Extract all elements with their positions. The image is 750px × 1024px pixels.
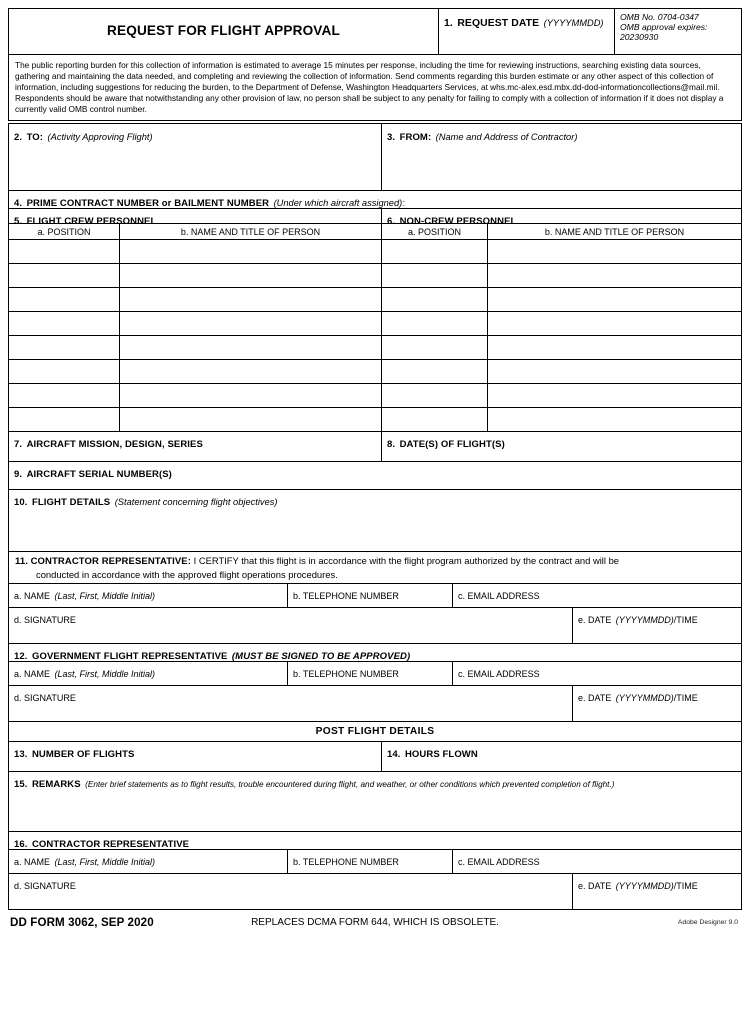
section-16-email-field[interactable] bbox=[452, 850, 741, 873]
section-11-email-field[interactable] bbox=[452, 584, 741, 607]
crew-position-cell[interactable] bbox=[9, 384, 119, 407]
noncrew-position-cell[interactable] bbox=[381, 360, 487, 383]
section-16-name-label: a. NAME bbox=[14, 856, 51, 867]
noncrew-position-cell[interactable] bbox=[381, 408, 487, 431]
table-row[interactable] bbox=[9, 383, 741, 407]
section-11-tel-label: b. TELEPHONE NUMBER bbox=[293, 590, 399, 601]
section-16-date-label: e. DATE bbox=[578, 880, 612, 891]
section-16-header-row bbox=[9, 831, 741, 849]
section-8-number: 8. bbox=[387, 439, 396, 451]
section-16-number: 16. bbox=[14, 838, 28, 849]
section-16-tel-label: b. TELEPHONE NUMBER bbox=[293, 856, 399, 867]
noncrew-name-cell[interactable] bbox=[487, 288, 741, 311]
section-6-header bbox=[381, 209, 741, 223]
section-15-label: REMARKS bbox=[31, 778, 81, 790]
section-5-number: 5. bbox=[14, 216, 23, 224]
noncrew-name-cell[interactable] bbox=[487, 264, 741, 287]
omb-expiry-date: 20230930 bbox=[620, 32, 659, 43]
section-10-flight-details-field[interactable] bbox=[9, 490, 741, 551]
section-9-aircraft-serial-field[interactable] bbox=[9, 462, 741, 489]
replaces-note: REPLACES DCMA FORM 644, WHICH IS OBSOLETE. bbox=[251, 917, 499, 929]
crew-position-cell[interactable] bbox=[9, 240, 119, 263]
table-row[interactable] bbox=[9, 407, 741, 431]
noncrew-position-cell[interactable] bbox=[381, 264, 487, 287]
section-11-name-field[interactable] bbox=[9, 584, 287, 607]
burden-statement: The public reporting burden for this collection of information is estimated to average 15 minutes per response, including the time for reviewing instructions, searching existing data sources, gathering and maintaining the data needed, and completing and reviewing the collection of information. Send comments regarding this burden estimate or any other aspect of this collection of information, including suggestions for reducing the burden, to the Department of Defense, Washington Headquarters Services, at whs.mc-alex.esd.mbx.dd-dod-informationcollections@mail.mil. Respondents should be aware that notwithstanding any other provision of law, no person shall be subject to any penalty for failing to comply with a collection of information if it does not display a currently valid OMB control number. bbox=[9, 54, 741, 120]
section-12-email-field[interactable] bbox=[452, 662, 741, 685]
section-12-date-label: e. DATE bbox=[578, 692, 612, 703]
section-11-label: CONTRACTOR REPRESENTATIVE: bbox=[30, 556, 192, 568]
form-body-block bbox=[8, 123, 742, 910]
section-11-date-label: e. DATE bbox=[578, 614, 612, 625]
section-10-label: FLIGHT DETAILS bbox=[31, 497, 111, 509]
section-12-contact-row bbox=[9, 661, 741, 685]
omb-number: OMB No. 0704-0347 bbox=[620, 12, 699, 22]
table-row[interactable] bbox=[9, 335, 741, 359]
section-11-name-hint: (Last, First, Middle Initial) bbox=[54, 590, 155, 601]
section-11-date-field[interactable] bbox=[572, 608, 741, 643]
omb-expiry-label: OMB approval expires: bbox=[620, 22, 708, 33]
section-10-row bbox=[9, 489, 741, 551]
section-12-label: GOVERNMENT FLIGHT REPRESENTATIVE bbox=[31, 650, 228, 661]
section-15-remarks-field[interactable] bbox=[9, 772, 741, 831]
section-11-certification-block bbox=[9, 551, 741, 583]
section-14-label: HOURS FLOWN bbox=[404, 748, 478, 760]
section-11-date-suffix: /TIME bbox=[673, 614, 698, 625]
section-11-signature-label: d. SIGNATURE bbox=[14, 614, 76, 625]
noncrew-name-cell[interactable] bbox=[487, 240, 741, 263]
section-9-number: 9. bbox=[14, 469, 23, 481]
section-12-header-row bbox=[9, 643, 741, 661]
section-16-label: CONTRACTOR REPRESENTATIVE bbox=[31, 838, 190, 849]
section-12-name-hint: (Last, First, Middle Initial) bbox=[54, 668, 155, 679]
noncrew-position-cell[interactable] bbox=[381, 384, 487, 407]
personnel-column-header-row bbox=[9, 223, 741, 239]
section-12-signature-label: d. SIGNATURE bbox=[14, 692, 76, 703]
section-2-hint: (Activity Approving Flight) bbox=[47, 132, 153, 143]
section-13-label: NUMBER OF FLIGHTS bbox=[31, 748, 135, 760]
section-12-telephone-field[interactable] bbox=[287, 662, 452, 685]
table-row[interactable] bbox=[9, 239, 741, 263]
section-13-number-of-flights-field[interactable] bbox=[9, 742, 381, 771]
section-16-signature-label: d. SIGNATURE bbox=[14, 880, 76, 891]
crew-name-cell[interactable] bbox=[119, 360, 381, 383]
crew-position-cell[interactable] bbox=[9, 312, 119, 335]
section-12-name-label: a. NAME bbox=[14, 668, 51, 679]
section-5-col-name-header: b. NAME AND TITLE OF PERSON bbox=[119, 224, 381, 239]
section-12-tel-label: b. TELEPHONE NUMBER bbox=[293, 668, 399, 679]
crew-name-cell[interactable] bbox=[119, 264, 381, 287]
section-4-hint: (Under which aircraft assigned): bbox=[273, 198, 405, 209]
section-16-telephone-field[interactable] bbox=[287, 850, 452, 873]
noncrew-position-cell[interactable] bbox=[381, 336, 487, 359]
section-11-certify-line1: I CERTIFY that this flight is in accordance with the flight program authorized by the contract and will be bbox=[193, 555, 620, 567]
section-11-certify-line2: conducted in accordance with the approved flight operations procedures. bbox=[36, 568, 338, 580]
section-3-label: FROM: bbox=[399, 132, 432, 144]
section-5-header bbox=[9, 209, 381, 223]
table-row[interactable] bbox=[9, 311, 741, 335]
section-3-hint: (Name and Address of Contractor) bbox=[435, 132, 578, 143]
section-12-signature-field[interactable] bbox=[9, 686, 572, 721]
section-12-number: 12. bbox=[14, 650, 28, 661]
section-12-signature-row bbox=[9, 685, 741, 721]
crew-name-cell[interactable] bbox=[119, 288, 381, 311]
crew-position-cell[interactable] bbox=[9, 408, 119, 431]
form-id-label: DD FORM 3062, SEP 2020 bbox=[10, 916, 154, 930]
section-15-row bbox=[9, 771, 741, 831]
section-4-row bbox=[9, 190, 741, 208]
section-9-label: AIRCRAFT SERIAL NUMBER(S) bbox=[26, 469, 172, 481]
section-13-14-row bbox=[9, 741, 741, 771]
section-14-number: 14. bbox=[387, 748, 401, 760]
section-7-label: AIRCRAFT MISSION, DESIGN, SERIES bbox=[26, 439, 203, 451]
title-bar-row bbox=[9, 9, 741, 54]
section-16-header bbox=[9, 832, 741, 849]
section-5-col-position-header: a. POSITION bbox=[37, 226, 91, 237]
section-11-signature-field[interactable] bbox=[9, 608, 572, 643]
noncrew-position-cell[interactable] bbox=[381, 312, 487, 335]
crew-position-cell[interactable] bbox=[9, 360, 119, 383]
section-16-signature-row bbox=[9, 873, 741, 909]
noncrew-position-cell[interactable] bbox=[381, 288, 487, 311]
noncrew-name-cell[interactable] bbox=[487, 336, 741, 359]
table-row[interactable] bbox=[9, 263, 741, 287]
section-7-8-row bbox=[9, 431, 741, 461]
page-title: REQUEST FOR FLIGHT APPROVAL bbox=[107, 23, 340, 38]
section-11-signature-row bbox=[9, 607, 741, 643]
crew-name-cell[interactable] bbox=[119, 312, 381, 335]
section-16-contact-row bbox=[9, 849, 741, 873]
section-16-date-field[interactable] bbox=[572, 874, 741, 909]
crew-name-cell[interactable] bbox=[119, 336, 381, 359]
section-2-number: 2. bbox=[14, 132, 23, 144]
section-16-date-suffix: /TIME bbox=[673, 880, 698, 891]
section-5-label: FLIGHT CREW PERSONNEL bbox=[26, 216, 157, 224]
noncrew-name-cell[interactable] bbox=[487, 360, 741, 383]
section-12-header bbox=[9, 644, 741, 661]
section-2-to-field[interactable] bbox=[9, 124, 381, 190]
section-13-number: 13. bbox=[14, 748, 28, 760]
section-10-hint: (Statement concerning flight objectives) bbox=[114, 497, 278, 508]
section-15-number: 15. bbox=[14, 778, 28, 790]
section-4-label: PRIME CONTRACT NUMBER or BAILMENT NUMBER bbox=[26, 198, 270, 209]
section-11-date-hint: (YYYYMMDD) bbox=[615, 614, 674, 625]
section-6-label: NON-CREW PERSONNEL bbox=[399, 216, 517, 224]
section-11-contact-row bbox=[9, 583, 741, 607]
section-6-number: 6. bbox=[387, 216, 396, 224]
section-11-number: 11. bbox=[15, 556, 28, 568]
section-16-email-label: c. EMAIL ADDRESS bbox=[458, 856, 540, 867]
request-date-number: 1. bbox=[444, 18, 453, 29]
section-11-email-label: c. EMAIL ADDRESS bbox=[458, 590, 540, 601]
to-from-row bbox=[9, 124, 741, 190]
section-8-dates-of-flight-field[interactable] bbox=[381, 432, 741, 461]
crew-name-cell[interactable] bbox=[119, 240, 381, 263]
section-11-name-label: a. NAME bbox=[14, 590, 51, 601]
section-12-date-hint: (YYYYMMDD) bbox=[615, 692, 674, 703]
section-12-name-field[interactable] bbox=[9, 662, 287, 685]
section-16-name-field[interactable] bbox=[9, 850, 287, 873]
section-15-hint: (Enter brief statements as to flight results, trouble encountered during flight, and weather, or other conditions which prevented completion of flight.) bbox=[85, 779, 615, 789]
crew-position-cell[interactable] bbox=[9, 264, 119, 287]
crew-name-cell[interactable] bbox=[119, 408, 381, 431]
crew-position-cell[interactable] bbox=[9, 336, 119, 359]
section-10-number: 10. bbox=[14, 497, 28, 509]
form-header-block bbox=[8, 8, 742, 121]
designer-credit: Adobe Designer 9.0 bbox=[677, 919, 738, 927]
crew-name-cell[interactable] bbox=[119, 384, 381, 407]
section-7-number: 7. bbox=[14, 439, 23, 451]
form-footer bbox=[8, 910, 742, 933]
noncrew-name-cell[interactable] bbox=[487, 312, 741, 335]
section-11-telephone-field[interactable] bbox=[287, 584, 452, 607]
section-6-col-name-header: b. NAME AND TITLE OF PERSON bbox=[487, 224, 741, 239]
section-12-date-suffix: /TIME bbox=[673, 692, 698, 703]
section-4-contract-number-field[interactable] bbox=[9, 191, 741, 208]
section-6-col-position-header: a. POSITION bbox=[381, 224, 487, 239]
section-8-label: DATE(S) OF FLIGHT(S) bbox=[399, 439, 505, 451]
section-3-number: 3. bbox=[387, 132, 396, 144]
noncrew-name-cell[interactable] bbox=[487, 384, 741, 407]
personnel-section-header-row bbox=[9, 208, 741, 223]
section-2-label: TO: bbox=[26, 132, 44, 144]
omb-info-block bbox=[614, 9, 741, 54]
section-9-row bbox=[9, 461, 741, 489]
section-4-number: 4. bbox=[14, 198, 23, 209]
crew-position-cell[interactable] bbox=[9, 288, 119, 311]
noncrew-position-cell[interactable] bbox=[381, 240, 487, 263]
section-16-name-hint: (Last, First, Middle Initial) bbox=[54, 856, 155, 867]
section-7-aircraft-mission-field[interactable] bbox=[9, 432, 381, 461]
table-row[interactable] bbox=[9, 287, 741, 311]
section-16-date-hint: (YYYYMMDD) bbox=[615, 880, 674, 891]
request-date-field[interactable] bbox=[438, 9, 614, 54]
section-3-from-field[interactable] bbox=[381, 124, 741, 190]
table-row[interactable] bbox=[9, 359, 741, 383]
request-date-format-hint: (YYYYMMDD) bbox=[543, 18, 604, 28]
section-12-date-field[interactable] bbox=[572, 686, 741, 721]
post-flight-details-banner: POST FLIGHT DETAILS bbox=[9, 721, 741, 741]
noncrew-name-cell[interactable] bbox=[487, 408, 741, 431]
section-12-note: (MUST BE SIGNED TO BE APPROVED) bbox=[231, 650, 411, 661]
section-16-signature-field[interactable] bbox=[9, 874, 572, 909]
section-12-email-label: c. EMAIL ADDRESS bbox=[458, 668, 540, 679]
request-date-label: REQUEST DATE bbox=[457, 18, 540, 29]
section-14-hours-flown-field[interactable] bbox=[381, 742, 741, 771]
